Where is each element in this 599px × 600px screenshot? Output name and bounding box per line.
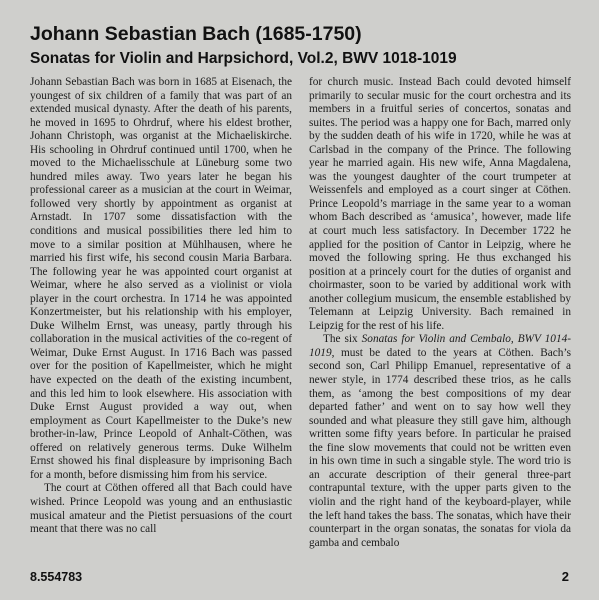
- page-number: 2: [561, 569, 569, 584]
- work-title: Sonatas for Violin and Cembalo, BWV 1014-1019: [309, 333, 571, 359]
- right-paragraph-2-lead: The six: [323, 333, 362, 346]
- left-paragraph-2: The court at Cöthen offered all that Bach could have wished. Prince Leopold was young and an enthusiastic musical amateur and the Pietist persuasions of the court meant that there was no call: [30, 482, 292, 536]
- right-paragraph-2-body: , must be dated to the years at Cöthen. Bach’s second son, Carl Philipp Emanuel, representative of a newer style, in 1774 described these trios, as he calls them, as ‘among the best compositions of my dear departed father’ and went on to say how well they sounded and what pleasure they still gave him, although written some fifty years before. In particular he praised the fine slow movements that could not be written even in his own time in such a singable style. The word trio is an accurate description of their general three-part contrapuntal texture, with the upper parts given to the violin and the right hand of the keyboard-player, while the left hand takes the bass. The sonatas, which have their counterpart in the organ sonatas, the sonatas for viola da gamba and cembalo: [309, 346, 571, 549]
- right-paragraph-1: for church music. Instead Bach could devoted himself primarily to secular music for the court orchestra and its members in a fruitful series of concertos, sonatas and suites. The period was a happy one for Bach, marred only by the sudden death of his wife in 1720, while he was at Carlsbad in the company of the Prince. The following year he married again. His new wife, Anna Magdalena, was the youngest daughter of the court trumpeter at Weissenfels and employed as a court singer at Cöthen. Prince Leopold’s marriage in the same year to a woman whom Bach described as ‘amusica’, however, made life at court much less satisfactory. In December 1722 he applied for the position of Cantor in Leipzig, where he moved the following spring. He thus exchanged his position at a princely court for the duties of organist and choirmaster, soon to be varied by additional work with another collegium musicum, the ensemble established by Telemann at Leipzig University. Bach remained in Leipzig for the rest of his life.: [309, 76, 571, 332]
- page-subtitle: Sonatas for Violin and Harpsichord, Vol.2, BWV 1018-1019: [30, 50, 457, 67]
- right-column: [309, 76, 571, 562]
- left-paragraph-1: Johann Sebastian Bach was born in 1685 at Eisenach, the youngest of six children of a family that was part of an extended musical dynasty. After the death of his parents, he moved in 1695 to Ohrdruf, where his eldest brother, Johann Christoph, was organist at the Michaeliskirche. His schooling in Ohrdruf continued until 1700, when he moved to the Michaelisschule at Lüneburg some two hundred miles away. Two years later he began his professional career as a musician at the court in Weimar, followed very shortly by appointment as organist at Arnstadt. In 1707 some dissatisfaction with the conditions and musical possibilities there led him to move to a similar position at Mühlhausen, where he married his first wife, his second cousin Maria Barbara. The following year he was appointed court organist at Weimar, where he also served as a violinist or viola player in the court orchestra. In 1714 he was appointed Konzertmeister, but his relationship with his employer, Duke Wilhelm Ernst, was uneasy, partly through his collaboration in the musical activities of the co-regent of Weimar, Duke Ernst August. In 1716 Bach was passed over for the position of Kapellmeister, which he might have expected on the death of the existing incumbent, and this led him to look elsewhere. His association with Duke Ernst August provided a way out, when employment as Court Kapellmeister to the Duke’s new brother-in-law, Prince Leopold of Anhalt-Cöthen, was offered on relatively generous terms. Duke Wilhelm Ernst showed his final displeasure by imprisoning Bach for a month, before dismissing him from his service.: [30, 76, 292, 481]
- right-paragraph-2: [309, 333, 571, 550]
- left-column: [30, 76, 292, 562]
- text-columns: [30, 76, 571, 562]
- page-title: Johann Sebastian Bach (1685-1750): [30, 23, 362, 45]
- catalog-number: 8.554783: [30, 570, 83, 584]
